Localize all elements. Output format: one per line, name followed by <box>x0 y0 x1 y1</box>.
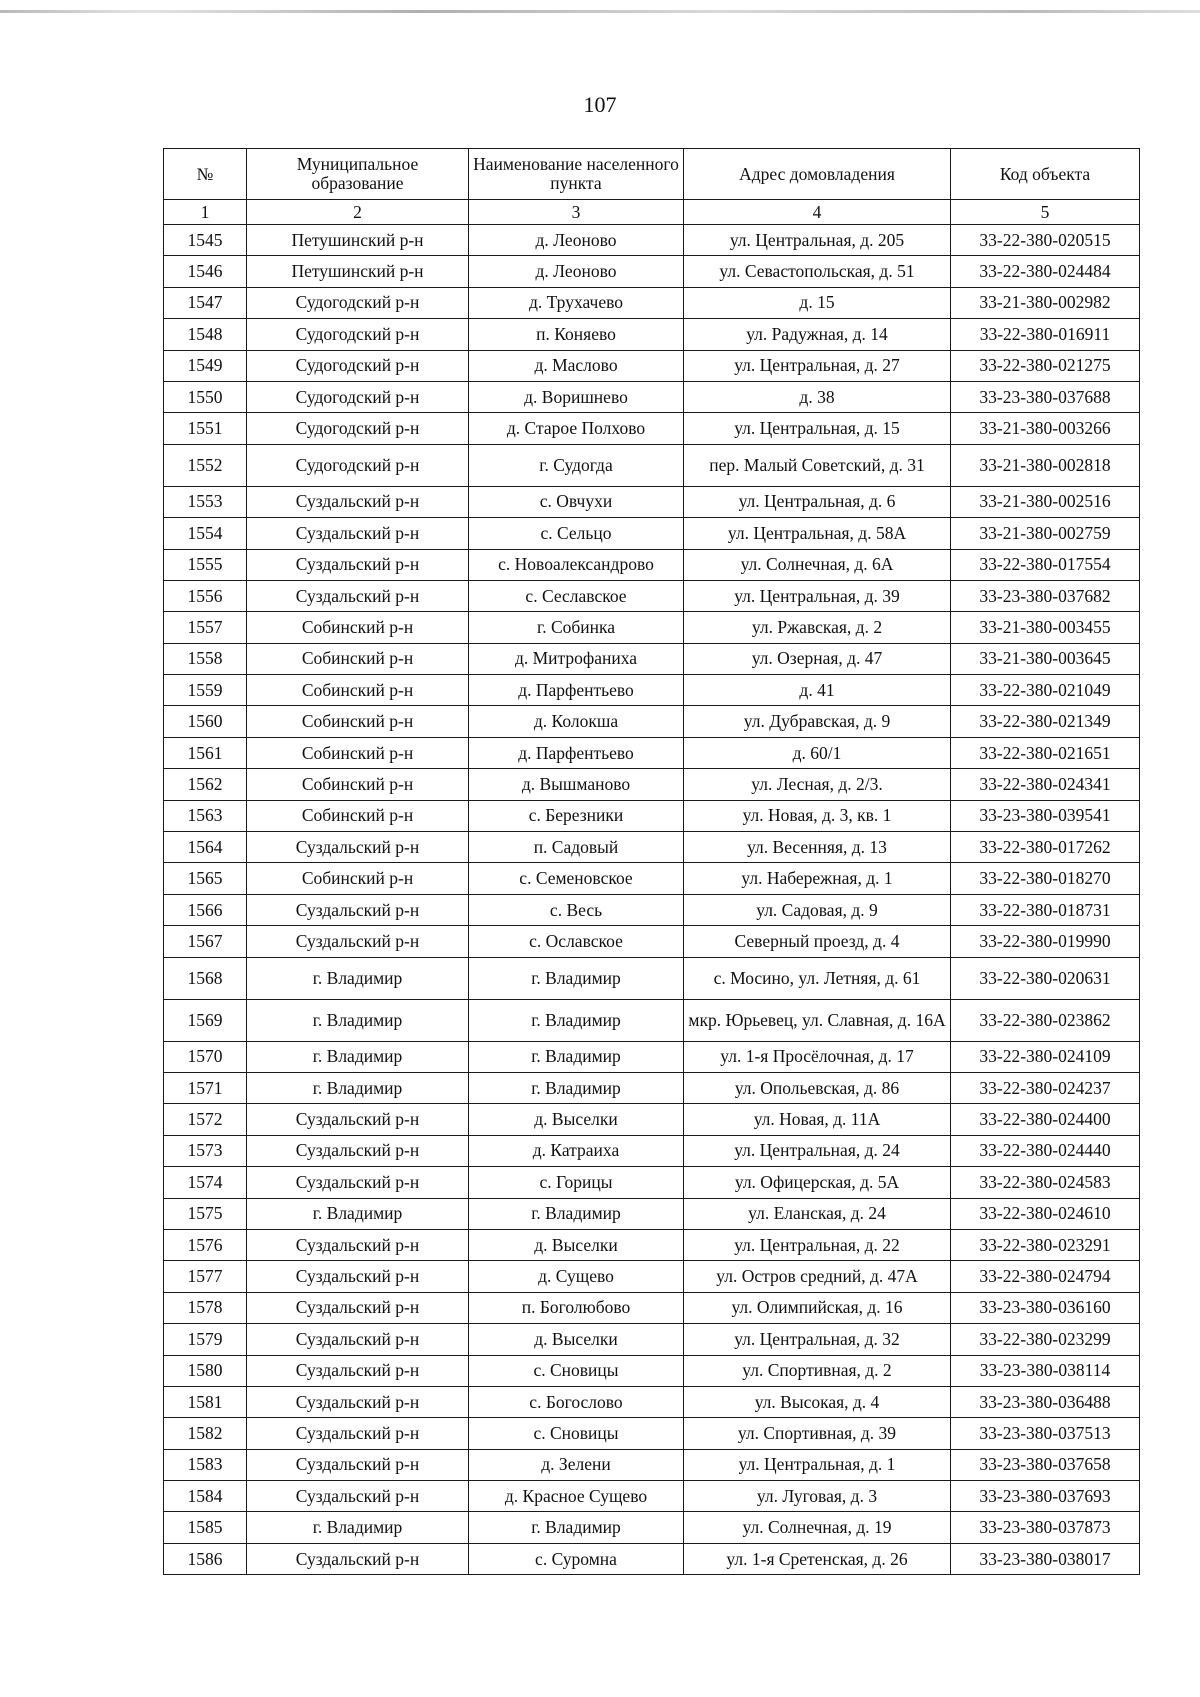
row-number: 1552 <box>164 444 247 486</box>
table-row <box>164 225 1140 256</box>
table-row <box>164 1512 1140 1543</box>
settlement-cell: д. Выселки <box>469 1229 684 1260</box>
address-cell: ул. Высокая, д. 4 <box>684 1386 951 1417</box>
row-number: 1554 <box>164 518 247 549</box>
settlement-cell: с. Сновицы <box>469 1355 684 1386</box>
settlement-cell: г. Владимир <box>469 1198 684 1229</box>
address-cell: ул. Солнечная, д. 6А <box>684 549 951 580</box>
address-cell: д. 41 <box>684 675 951 706</box>
row-number: 1567 <box>164 926 247 957</box>
table-row <box>164 926 1140 957</box>
table-row <box>164 518 1140 549</box>
row-number: 1578 <box>164 1292 247 1323</box>
municipality-cell: Суздальский р-н <box>247 1135 469 1166</box>
table-row <box>164 1355 1140 1386</box>
settlement-cell: д. Вышманово <box>469 769 684 800</box>
row-number: 1586 <box>164 1543 247 1574</box>
table-row <box>164 832 1140 863</box>
object-code-cell: 33-22-380-024237 <box>951 1072 1140 1103</box>
row-number: 1572 <box>164 1104 247 1135</box>
row-number: 1551 <box>164 413 247 444</box>
settlement-cell: с. Сеславское <box>469 580 684 611</box>
table-row <box>164 444 1140 486</box>
address-cell: ул. Еланская, д. 24 <box>684 1198 951 1229</box>
table-row <box>164 1229 1140 1260</box>
municipality-cell: Судогодский р-н <box>247 287 469 318</box>
settlement-cell: п. Садовый <box>469 832 684 863</box>
table-row <box>164 413 1140 444</box>
table-row <box>164 1418 1140 1449</box>
object-code-cell: 33-22-380-021275 <box>951 350 1140 381</box>
settlement-cell: с. Суромна <box>469 1543 684 1574</box>
object-code-cell: 33-22-380-020631 <box>951 957 1140 999</box>
row-number: 1580 <box>164 1355 247 1386</box>
table-row <box>164 643 1140 674</box>
object-code-cell: 33-23-380-037688 <box>951 381 1140 412</box>
address-cell: мкр. Юрьевец, ул. Славная, д. 16А <box>684 999 951 1041</box>
settlement-cell: г. Собинка <box>469 612 684 643</box>
settlement-cell: г. Владимир <box>469 1512 684 1543</box>
row-number: 1559 <box>164 675 247 706</box>
table-row <box>164 1292 1140 1323</box>
municipality-cell: Суздальский р-н <box>247 894 469 925</box>
table-row <box>164 800 1140 831</box>
object-code-cell: 33-22-380-024109 <box>951 1041 1140 1072</box>
object-code-cell: 33-23-380-037658 <box>951 1449 1140 1480</box>
municipality-cell: Собинский р-н <box>247 769 469 800</box>
object-code-cell: 33-22-380-024794 <box>951 1261 1140 1292</box>
settlement-cell: д. Маслово <box>469 350 684 381</box>
address-cell: пер. Малый Советский, д. 31 <box>684 444 951 486</box>
address-cell: ул. Центральная, д. 6 <box>684 486 951 517</box>
column-index-row <box>164 200 1140 225</box>
column-index: 2 <box>247 200 469 225</box>
object-code-cell: 33-22-380-023299 <box>951 1324 1140 1355</box>
table-row <box>164 1104 1140 1135</box>
header-object-code: Код объекта <box>951 149 1140 200</box>
row-number: 1579 <box>164 1324 247 1355</box>
municipality-cell: Суздальский р-н <box>247 1229 469 1260</box>
object-code-cell: 33-22-380-018731 <box>951 894 1140 925</box>
table-row <box>164 706 1140 737</box>
table-header <box>164 149 1140 225</box>
municipality-cell: г. Владимир <box>247 1041 469 1072</box>
object-code-cell: 33-23-380-037513 <box>951 1418 1140 1449</box>
row-number: 1561 <box>164 737 247 768</box>
table-row <box>164 863 1140 894</box>
row-number: 1575 <box>164 1198 247 1229</box>
object-code-cell: 33-22-380-024583 <box>951 1167 1140 1198</box>
settlement-cell: г. Владимир <box>469 1072 684 1103</box>
settlement-cell: с. Овчухи <box>469 486 684 517</box>
municipality-cell: Собинский р-н <box>247 737 469 768</box>
municipality-cell: Судогодский р-н <box>247 350 469 381</box>
row-number: 1570 <box>164 1041 247 1072</box>
object-code-cell: 33-21-380-003266 <box>951 413 1140 444</box>
address-cell: ул. Садовая, д. 9 <box>684 894 951 925</box>
settlement-cell: д. Митрофаниха <box>469 643 684 674</box>
address-cell: ул. Центральная, д. 24 <box>684 1135 951 1166</box>
header-row <box>164 149 1140 200</box>
table-row <box>164 957 1140 999</box>
municipality-cell: Суздальский р-н <box>247 1543 469 1574</box>
object-code-cell: 33-22-380-021651 <box>951 737 1140 768</box>
row-number: 1545 <box>164 225 247 256</box>
municipality-cell: Судогодский р-н <box>247 381 469 412</box>
municipality-cell: г. Владимир <box>247 957 469 999</box>
municipality-cell: г. Владимир <box>247 1072 469 1103</box>
column-index: 4 <box>684 200 951 225</box>
address-cell: ул. Весенняя, д. 13 <box>684 832 951 863</box>
municipality-cell: Собинский р-н <box>247 612 469 643</box>
settlement-cell: д. Колокша <box>469 706 684 737</box>
settlement-cell: д. Сущево <box>469 1261 684 1292</box>
address-cell: ул. Олимпийская, д. 16 <box>684 1292 951 1323</box>
object-code-cell: 33-21-380-003455 <box>951 612 1140 643</box>
municipality-cell: Суздальский р-н <box>247 486 469 517</box>
address-cell: ул. Озерная, д. 47 <box>684 643 951 674</box>
table-row <box>164 1543 1140 1574</box>
row-number: 1550 <box>164 381 247 412</box>
settlement-cell: д. Леоново <box>469 256 684 287</box>
table-row <box>164 1198 1140 1229</box>
municipality-cell: Суздальский р-н <box>247 1167 469 1198</box>
settlement-cell: д. Старое Полхово <box>469 413 684 444</box>
header-number: № <box>164 149 247 200</box>
table-row <box>164 1072 1140 1103</box>
municipality-cell: г. Владимир <box>247 1512 469 1543</box>
object-code-cell: 33-22-380-017554 <box>951 549 1140 580</box>
row-number: 1583 <box>164 1449 247 1480</box>
object-code-cell: 33-22-380-021349 <box>951 706 1140 737</box>
object-code-cell: 33-22-380-021049 <box>951 675 1140 706</box>
row-number: 1582 <box>164 1418 247 1449</box>
row-number: 1555 <box>164 549 247 580</box>
municipality-cell: Суздальский р-н <box>247 926 469 957</box>
object-code-cell: 33-22-380-019990 <box>951 926 1140 957</box>
row-number: 1569 <box>164 999 247 1041</box>
municipality-cell: Петушинский р-н <box>247 256 469 287</box>
settlement-cell: д. Парфентьево <box>469 737 684 768</box>
object-code-cell: 33-22-380-023291 <box>951 1229 1140 1260</box>
row-number: 1565 <box>164 863 247 894</box>
settlement-cell: с. Горицы <box>469 1167 684 1198</box>
row-number: 1576 <box>164 1229 247 1260</box>
municipality-cell: Суздальский р-н <box>247 1104 469 1135</box>
table-row <box>164 894 1140 925</box>
object-code-cell: 33-22-380-016911 <box>951 319 1140 350</box>
address-cell: ул. Луговая, д. 3 <box>684 1481 951 1512</box>
page-number: 107 <box>583 92 617 117</box>
row-number: 1573 <box>164 1135 247 1166</box>
address-cell: ул. Центральная, д. 205 <box>684 225 951 256</box>
table-row <box>164 256 1140 287</box>
table-row <box>164 549 1140 580</box>
table-row <box>164 381 1140 412</box>
row-number: 1556 <box>164 580 247 611</box>
row-number: 1562 <box>164 769 247 800</box>
settlement-cell: д. Трухачево <box>469 287 684 318</box>
table-row <box>164 1261 1140 1292</box>
address-cell: д. 38 <box>684 381 951 412</box>
address-cell: ул. Центральная, д. 32 <box>684 1324 951 1355</box>
object-code-cell: 33-23-380-037693 <box>951 1481 1140 1512</box>
row-number: 1584 <box>164 1481 247 1512</box>
address-cell: ул. Центральная, д. 27 <box>684 350 951 381</box>
municipality-cell: г. Владимир <box>247 999 469 1041</box>
table-row <box>164 1386 1140 1417</box>
address-cell: ул. Спортивная, д. 2 <box>684 1355 951 1386</box>
object-code-cell: 33-22-380-017262 <box>951 832 1140 863</box>
address-cell: ул. Дубравская, д. 9 <box>684 706 951 737</box>
municipality-cell: Собинский р-н <box>247 863 469 894</box>
table-row <box>164 486 1140 517</box>
row-number: 1553 <box>164 486 247 517</box>
object-code-cell: 33-22-380-018270 <box>951 863 1140 894</box>
row-number: 1549 <box>164 350 247 381</box>
column-index: 3 <box>469 200 684 225</box>
row-number: 1564 <box>164 832 247 863</box>
table-row <box>164 1041 1140 1072</box>
address-cell: ул. Радужная, д. 14 <box>684 319 951 350</box>
settlement-cell: д. Выселки <box>469 1324 684 1355</box>
object-code-cell: 33-22-380-024440 <box>951 1135 1140 1166</box>
settlement-cell: г. Владимир <box>469 957 684 999</box>
object-code-cell: 33-21-380-002982 <box>951 287 1140 318</box>
municipality-cell: Суздальский р-н <box>247 1355 469 1386</box>
municipality-cell: Собинский р-н <box>247 643 469 674</box>
row-number: 1560 <box>164 706 247 737</box>
address-cell: ул. Новая, д. 3, кв. 1 <box>684 800 951 831</box>
settlement-cell: с. Семеновское <box>469 863 684 894</box>
address-cell: ул. 1-я Просёлочная, д. 17 <box>684 1041 951 1072</box>
address-cell: ул. Центральная, д. 15 <box>684 413 951 444</box>
row-number: 1581 <box>164 1386 247 1417</box>
address-cell: ул. Центральная, д. 39 <box>684 580 951 611</box>
object-code-cell: 33-22-380-024610 <box>951 1198 1140 1229</box>
row-number: 1547 <box>164 287 247 318</box>
settlement-cell: д. Воришнево <box>469 381 684 412</box>
settlement-cell: п. Коняево <box>469 319 684 350</box>
settlement-cell: с. Березники <box>469 800 684 831</box>
municipality-cell: Суздальский р-н <box>247 1386 469 1417</box>
object-code-cell: 33-21-380-003645 <box>951 643 1140 674</box>
settlement-cell: с. Новоалександрово <box>469 549 684 580</box>
address-cell: д. 60/1 <box>684 737 951 768</box>
row-number: 1577 <box>164 1261 247 1292</box>
header-address: Адрес домовладения <box>684 149 951 200</box>
address-cell: ул. Опольевская, д. 86 <box>684 1072 951 1103</box>
table-row <box>164 675 1140 706</box>
object-code-cell: 33-23-380-036160 <box>951 1292 1140 1323</box>
municipality-cell: Суздальский р-н <box>247 549 469 580</box>
header-settlement: Наименование населенного пункта <box>469 149 684 200</box>
object-code-cell: 33-23-380-039541 <box>951 800 1140 831</box>
object-code-cell: 33-21-380-002759 <box>951 518 1140 549</box>
settlement-cell: с. Сельцо <box>469 518 684 549</box>
address-cell: ул. Новая, д. 11А <box>684 1104 951 1135</box>
municipality-cell: Судогодский р-н <box>247 444 469 486</box>
settlement-cell: с. Ославское <box>469 926 684 957</box>
object-code-cell: 33-23-380-038114 <box>951 1355 1140 1386</box>
address-cell: ул. Центральная, д. 22 <box>684 1229 951 1260</box>
table-row <box>164 1135 1140 1166</box>
address-cell: д. 15 <box>684 287 951 318</box>
municipality-cell: Собинский р-н <box>247 800 469 831</box>
row-number: 1568 <box>164 957 247 999</box>
row-number: 1563 <box>164 800 247 831</box>
settlement-cell: д. Красное Сущево <box>469 1481 684 1512</box>
object-code-cell: 33-22-380-020515 <box>951 225 1140 256</box>
municipality-cell: г. Владимир <box>247 1198 469 1229</box>
settlement-cell: с. Богослово <box>469 1386 684 1417</box>
municipality-cell: Собинский р-н <box>247 706 469 737</box>
municipality-cell: Суздальский р-н <box>247 1418 469 1449</box>
address-cell: ул. Лесная, д. 2/3. <box>684 769 951 800</box>
municipality-cell: Суздальский р-н <box>247 580 469 611</box>
settlement-cell: п. Боголюбово <box>469 1292 684 1323</box>
object-code-cell: 33-22-380-024400 <box>951 1104 1140 1135</box>
row-number: 1566 <box>164 894 247 925</box>
row-number: 1548 <box>164 319 247 350</box>
header-municipality: Муниципальное образование <box>247 149 469 200</box>
settlement-cell: д. Парфентьево <box>469 675 684 706</box>
object-code-cell: 33-21-380-002818 <box>951 444 1140 486</box>
table-row <box>164 319 1140 350</box>
object-code-cell: 33-23-380-037873 <box>951 1512 1140 1543</box>
settlement-cell: д. Катраиха <box>469 1135 684 1166</box>
municipality-cell: Петушинский р-н <box>247 225 469 256</box>
address-cell: ул. Центральная, д. 58А <box>684 518 951 549</box>
table-row <box>164 287 1140 318</box>
address-cell: ул. Севастопольская, д. 51 <box>684 256 951 287</box>
table-row <box>164 737 1140 768</box>
settlement-cell: д. Зелени <box>469 1449 684 1480</box>
address-cell: ул. Ржавская, д. 2 <box>684 612 951 643</box>
address-cell: ул. 1-я Сретенская, д. 26 <box>684 1543 951 1574</box>
address-cell: Северный проезд, д. 4 <box>684 926 951 957</box>
settlement-cell: с. Сновицы <box>469 1418 684 1449</box>
municipality-cell: Суздальский р-н <box>247 1324 469 1355</box>
table-body <box>164 225 1140 1575</box>
object-code-cell: 33-23-380-037682 <box>951 580 1140 611</box>
table-row <box>164 1324 1140 1355</box>
address-cell: ул. Спортивная, д. 39 <box>684 1418 951 1449</box>
address-cell: ул. Набережная, д. 1 <box>684 863 951 894</box>
table-row <box>164 1167 1140 1198</box>
table-row <box>164 769 1140 800</box>
table-row <box>164 999 1140 1041</box>
address-cell: ул. Остров средний, д. 47А <box>684 1261 951 1292</box>
row-number: 1574 <box>164 1167 247 1198</box>
table-row <box>164 580 1140 611</box>
table-row <box>164 350 1140 381</box>
settlement-cell: д. Выселки <box>469 1104 684 1135</box>
municipality-cell: Суздальский р-н <box>247 1481 469 1512</box>
address-cell: ул. Центральная, д. 1 <box>684 1449 951 1480</box>
object-code-cell: 33-21-380-002516 <box>951 486 1140 517</box>
object-code-cell: 33-23-380-038017 <box>951 1543 1140 1574</box>
row-number: 1585 <box>164 1512 247 1543</box>
settlement-cell: г. Судогда <box>469 444 684 486</box>
settlement-cell: г. Владимир <box>469 1041 684 1072</box>
row-number: 1558 <box>164 643 247 674</box>
column-index: 1 <box>164 200 247 225</box>
municipality-cell: Собинский р-н <box>247 675 469 706</box>
table-row <box>164 1449 1140 1480</box>
settlement-cell: д. Леоново <box>469 225 684 256</box>
object-code-cell: 33-22-380-024341 <box>951 769 1140 800</box>
municipality-cell: Суздальский р-н <box>247 832 469 863</box>
municipality-cell: Суздальский р-н <box>247 1449 469 1480</box>
municipality-cell: Суздальский р-н <box>247 1261 469 1292</box>
row-number: 1546 <box>164 256 247 287</box>
municipality-cell: Судогодский р-н <box>247 319 469 350</box>
settlement-cell: с. Весь <box>469 894 684 925</box>
table-row <box>164 612 1140 643</box>
object-code-cell: 33-22-380-023862 <box>951 999 1140 1041</box>
row-number: 1571 <box>164 1072 247 1103</box>
registry-table <box>163 148 1140 1575</box>
municipality-cell: Суздальский р-н <box>247 1292 469 1323</box>
row-number: 1557 <box>164 612 247 643</box>
municipality-cell: Суздальский р-н <box>247 518 469 549</box>
municipality-cell: Судогодский р-н <box>247 413 469 444</box>
settlement-cell: г. Владимир <box>469 999 684 1041</box>
address-cell: с. Мосино, ул. Летняя, д. 61 <box>684 957 951 999</box>
table-row <box>164 1481 1140 1512</box>
address-cell: ул. Офицерская, д. 5А <box>684 1167 951 1198</box>
object-code-cell: 33-23-380-036488 <box>951 1386 1140 1417</box>
address-cell: ул. Солнечная, д. 19 <box>684 1512 951 1543</box>
column-index: 5 <box>951 200 1140 225</box>
scan-edge-artifact <box>0 10 1200 13</box>
object-code-cell: 33-22-380-024484 <box>951 256 1140 287</box>
